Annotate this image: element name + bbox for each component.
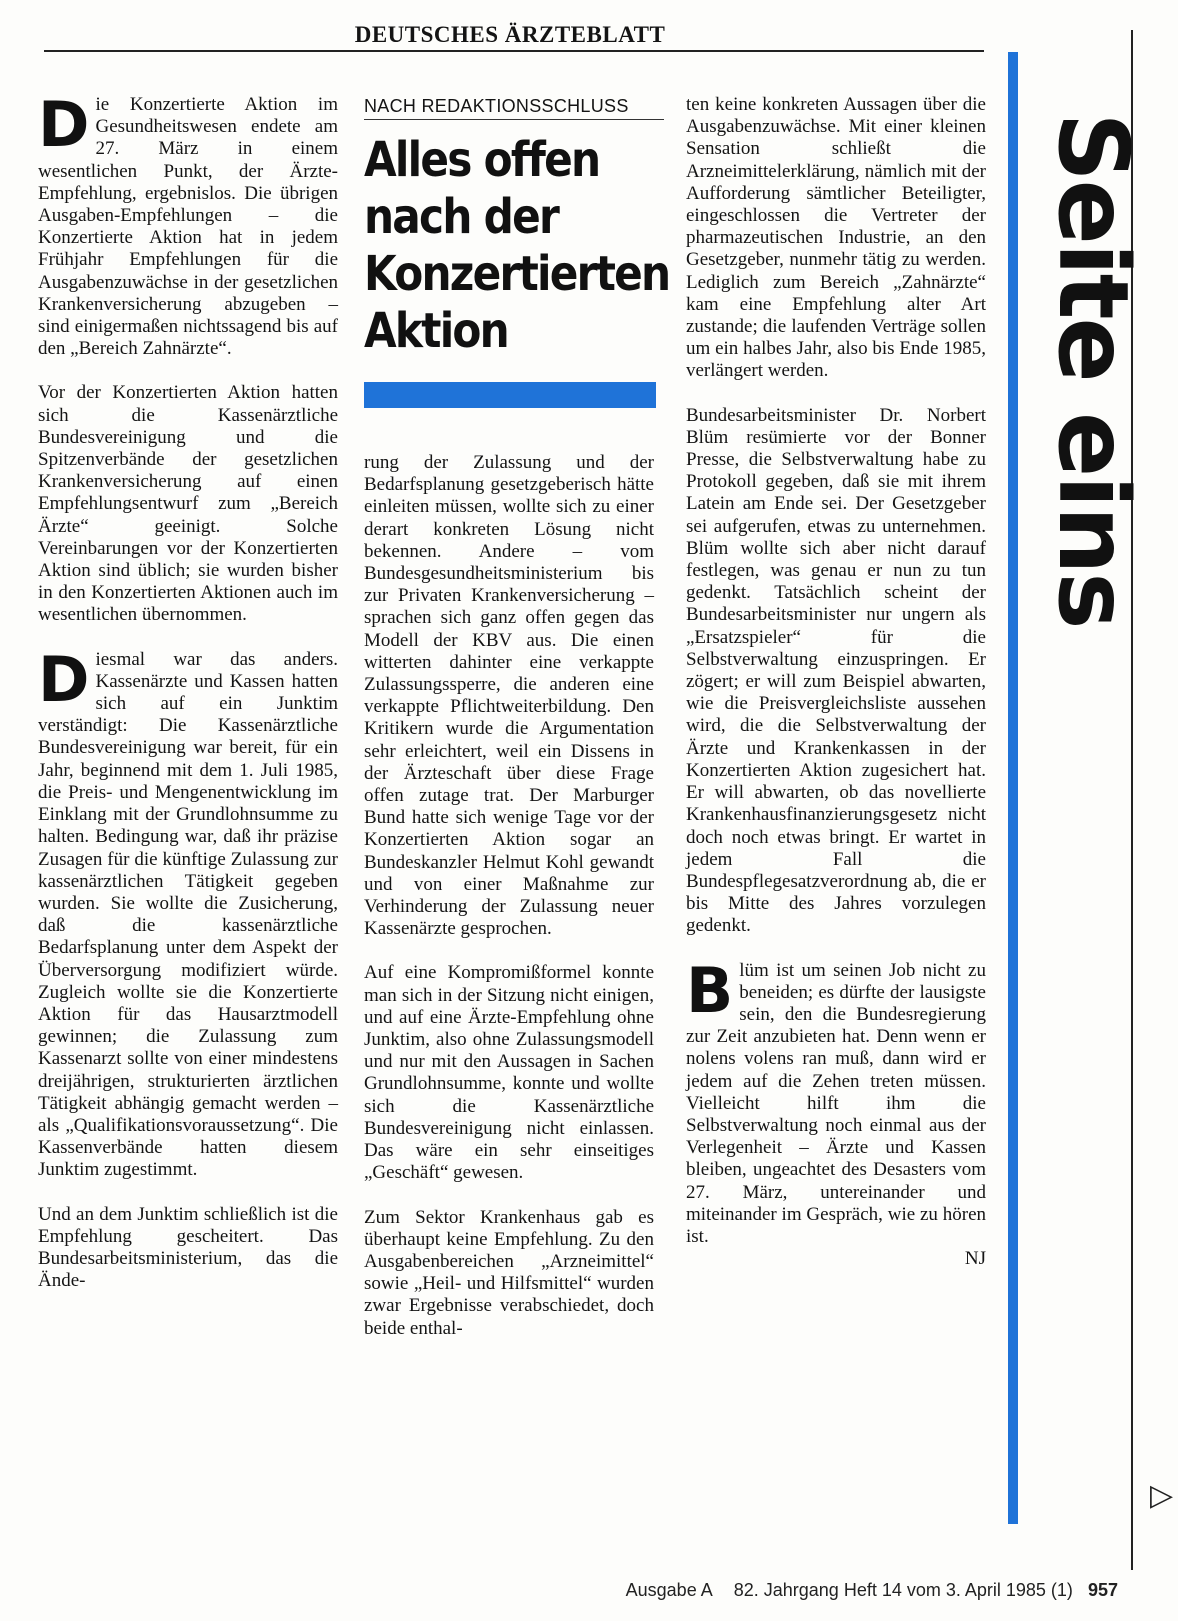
paragraph-text: lüm ist um seinen Job nicht zu beneiden; es dürfte der lausigste sein, den die Bundesregierung zur Zeit anzubieten hat. Denn wenn er nolens volens ran muß, dann wird er jedem auf die Zehen treten müssen. Vielleicht hilft ihm die Selbstverwaltung noch einmal aus der Verlegenheit – Ärzte und Kassen bleiben, ungeachtet des Desasters vom 27. März, untereinander und miteinander im Gespräch, wie zu hören ist.: [686, 959, 986, 1247]
column-3: [686, 94, 986, 1270]
page-number: 957: [1087, 1580, 1118, 1600]
footer-issue: 82. Jahrgang Heft 14 vom 3. April 1985 (1): [733, 1580, 1073, 1600]
paragraph: [38, 88, 338, 360]
column-2: [364, 452, 654, 1362]
headline-accent-strip: [364, 382, 656, 408]
paragraph: Bundesarbeitsminister Dr. Norbert Blüm resümierte vor der Bonner Presse, die Selbstverwaltung habe zu Protokoll gegeben, daß sie mit ihrem Latein am Ende sei. Der Gesetzgeber sei aufgerufen, etwas zu unternehmen. Blüm wollte sich aber nicht darauf festlegen, was genau er nun zu tun gedenkt. Tatsächlich scheint der Bundesarbeitsminister nur ungern als „Ersatzspieler“ für die Selbstverwaltung einzuspringen. Er zögert; er will zum Beispiel abwarten, wie die Preisvergleichsliste aussehen wird, die die Selbstverwaltung der Ärzte und Krankenkassen in der Konzertierten Aktion zugesichert hat. Er will abwarten, ob das novellierte Krankenhausfinanzierungsgesetz nicht doch noch etwas bringt. Er wartet in jedem Fall die Bundespflegesatzverordnung ab, die er bis Mitte des Jahres vorzulegen gedenkt.: [686, 404, 986, 937]
paragraph-text: ie Konzertierte Aktion im Gesundheitswesen endete am 27. März in einem wesentlichen Punkt, der Ärzte-Empfehlung, ergebnislos. Die übrigen Ausgaben-Empfehlungen – die Konzertierte Aktion hat in jedem Frühjahr Empfehlungen für die Ausgabenzuwächse in der gesetzlichen Krankenversicherung abzugeben – sind einigermaßen nichtssagend bis auf den „Bereich Zahnärzte“.: [38, 94, 338, 360]
headline: Alles offen nach der Konzertierten Aktion: [364, 132, 670, 359]
paragraph: [686, 953, 986, 1249]
paragraph: rung der Zulassung und der Bedarfsplanung gesetzgeberisch hätte einleiten müssen, wollte sich zu einer derart konkreten Lösung nicht bekennen. Andere – vom Bundesgesundheitsministerium bis zur Privaten Krankenversicherung – sprachen sich ganz offen gegen das Modell der KBV aus. Die einen witterten dahinter eine verkappte Zulassungssperre, die anderen eine verkappte Pflichtweiterbildung. Den Kritikern wurde die Argumentation sehr erleichtert, weil ein Dissens in der Ärzteschaft über diese Frage offen zutage trat. Der Marburger Bund hatte sich wenige Tage vor der Konzertierten Aktion sogar an Bundeskanzler Helmut Kohl gewandt und von einer Maßnahme zur Verhinderung der Zulassung neuer Kassenärzte gesprochen.: [364, 452, 654, 940]
paragraph: ten keine konkreten Aussagen über die Ausgabenzuwächse. Mit einer kleinen Sensation schließt die Arzneimittelerklärung, nämlich mit der Aufforderung sämtlicher Beteiligter, eingeschlossen die Vertreter der pharmazeutischen Industrie, an den Gesetzgeber, nunmehr tätig zu werden. Lediglich zum Bereich „Zahnärzte“ kam eine Empfehlung alter Art zustande; die laufenden Verträge sollen um ein halbes Jahr, also bis Ende 1985, verlängert werden.: [686, 94, 986, 382]
paragraph: Zum Sektor Krankenhaus gab es überhaupt keine Empfehlung. Zu den Ausgabenbereichen „Arzneimittel“ sowie „Heil- und Hilfsmittel“ wurden zwar Ergebnisse verabschiedet, doch beide enthal-: [364, 1206, 654, 1339]
header-rule: [44, 50, 984, 52]
paragraph-text: iesmal war das anders. Kassenärzte und Kassen hatten sich auf ein Junktim verständigt: Die Kassenärztliche Bundesvereinigung war bereit, für ein Jahr, beginnend mit dem 1. Juli 1985, die Preis- und Mengenentwicklung im Einklang mit der Grundlohnsumme zu halten. Bedingung war, daß ihr präzise Zusagen für die künftige Zulassung zur kassenärztlichen Tätigkeit gegeben wurden. Sie wollte die Zusicherung, daß die kassenärztliche Bedarfsplanung unter dem Aspekt der Überversorgung modifiziert würde. Zugleich wollte sie die Konzertierte Aktion für das Hausarztmodell gewinnen; die Zulassung zum Kassenarzt sollte von einer mindestens dreijährigen, strukturierten ärztlichen Tätigkeit abhängig gemacht werden – als „Qualifikationsvoraussetzung“. Die Kassenverbände hatten diesem Junktim zugestimmt.: [38, 648, 338, 1181]
paragraph: Und an dem Junktim schließlich ist die Empfehlung gescheitert. Das Bundesarbeitsministerium, das die Ände-: [38, 1203, 338, 1292]
masthead: DEUTSCHES ÄRZTEBLATT: [354, 22, 666, 47]
footer-edition: Ausgabe A: [625, 1580, 713, 1600]
paragraph: Vor der Konzertierten Aktion hatten sich die Kassenärztliche Bundesvereinigung und die Spitzenverbände der gesetzlichen Krankenversicherung auf einen Empfehlungsentwurf zum „Bereich Ärzte“ geeinigt. Solche Vereinbarungen vor der Konzertierten Aktion sind üblich; sie wurden bisher in den Konzertierten Aktionen auch im wesentlichen übernommen.: [38, 382, 338, 626]
author-signature: NJ: [964, 1248, 986, 1270]
dropcap: D: [38, 642, 90, 716]
paragraph: Auf eine Kompromißformel konnte man sich in der Sitzung nicht einigen, und auf eine Ärzte-Empfehlung ohne Junktim, also ohne Zulassungsmodell und nur mit den Aussagen in Sachen Grundlohnsumme, konnte und wollte sich die Kassenärztliche Bundesvereinigung nicht einlassen. Das wäre ein sehr einseitiges „Geschäft“ gewesen.: [364, 962, 654, 1184]
dropcap: D: [38, 88, 90, 161]
accent-bar: [1008, 52, 1018, 1524]
side-title: [1037, 90, 1149, 650]
side-title-text: Seite eins: [1037, 112, 1149, 628]
paragraph: [38, 642, 338, 1182]
dropcap: B: [686, 953, 734, 1027]
kicker: NACH REDAKTIONSSCHLUSS: [364, 96, 664, 120]
open-triangle-marker-icon: ▷: [1150, 1478, 1174, 1513]
column-1: [38, 88, 338, 1314]
page-footer: [0, 1580, 1118, 1601]
